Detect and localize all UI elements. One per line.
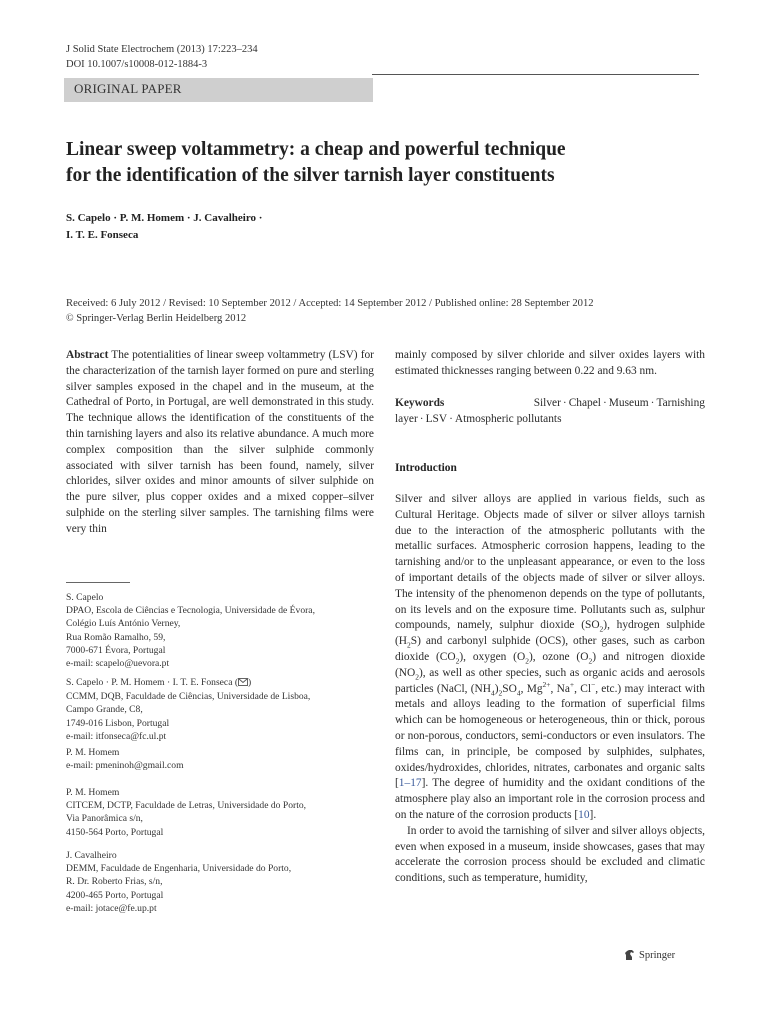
- separator: ·: [419, 412, 424, 425]
- keyword: LSV: [425, 412, 448, 425]
- journal-header: [66, 42, 258, 72]
- keyword: Silver: [533, 397, 561, 409]
- affiliation-line: J. Cavalheiro: [66, 850, 117, 861]
- paper-title: [66, 137, 706, 189]
- intro-paragraph-1: Silver and silver alloys are applied in various fields, such as Cultural Heritage. Objects made of silver or silver alloys tarnish due to the interaction of the atmospheric pollutants with the metallic surfaces. Atmospheric corrosion happens, leading to the tarnishing and/or to the unpleasant appearance, or even to the loss of important details of the objects made of silver or silver alloys. The intensity of the phenomenon depends on the type of pollutants, on its levels and on the exposure time. Pollutants such as, sulphur compounds, namely, sulphur dioxide $(SO_2)$, hydrogen sulphide $(H_2S)$ and carbonyl sulphide (OCS), other gases, such as carbon dioxide $(CO_2)$, oxygen $(O_2)$, ozone $(O_2)$ and nitrogen dioxide $(NO_2)$, as well as other species, such as organic acids and aerosols particles (NaCl, $(NH_4)_2SO_4$, $Mg^{2+}$, Na+, Cl−, etc.) may interact with metals and alloys leading to the formation of superficial films which can be homogeneous or heterogeneous, thin or thick, porous or non-porous, conductors, semi-conductors or even insulators. The films can, in principle, be composed by sulphides, sulphates, oxides/hydroxides, chlorides, nitrates, carbonates and organic salts [1–17]. The degree of humidity and the oxidant conditions of the atmosphere play also an important role in the corrosion process and on the nature of the corrosion products [10].: [395, 493, 705, 821]
- footnote-rule: [66, 582, 130, 583]
- keyword: Tarnishing layer: [395, 397, 705, 425]
- affiliation-line: 1749-016 Lisbon, Portugal: [66, 717, 170, 729]
- affiliation-1: [66, 591, 315, 670]
- copyright-line: [66, 311, 594, 326]
- affiliation-line: DEMM, Faculdade de Engenharia, Universidade do Porto,: [66, 863, 292, 875]
- section-label: ORIGINAL PAPER: [74, 81, 182, 96]
- publisher-footer: [624, 949, 675, 961]
- citation-link[interactable]: 10: [578, 808, 590, 821]
- article-history: [66, 296, 594, 326]
- affiliation-line: R. Dr. Roberto Frias, s/n,: [66, 876, 163, 888]
- citation-link[interactable]: 1–17: [398, 777, 422, 790]
- title-line-1: Linear sweep voltammetry: a cheap and powerful technique: [66, 139, 566, 160]
- header-rule: [372, 74, 699, 75]
- affiliation-line-suffix: ): [248, 677, 252, 688]
- separator: ·: [562, 397, 567, 409]
- copyright-text: Springer-Verlag Berlin Heidelberg 2012: [76, 313, 247, 324]
- email-link[interactable]: e-mail: itfonseca@fc.ul.pt: [66, 730, 167, 742]
- copyright-icon: ©: [66, 313, 74, 324]
- journal-reference: J Solid State Electrochem (2013) 17:223–234: [66, 44, 258, 55]
- affiliation-line: CCMM, DQB, Faculdade de Ciências, Universidade de Lisboa,: [66, 691, 311, 703]
- email-link[interactable]: e-mail: scapelo@uevora.pt: [66, 658, 170, 670]
- history-dates: Received: 6 July 2012 / Revised: 10 September 2012 / Accepted: 14 September 2012 / Published online: 28 September 2012: [66, 298, 594, 309]
- corresponding-authors-line: [66, 676, 310, 690]
- doi: DOI 10.1007/s10008-012-1884-3: [66, 59, 208, 70]
- envelope-icon: [238, 677, 248, 690]
- abstract-continuation: mainly composed by silver chloride and silver oxides layers with estimated thicknesses ranging between 0.22 and 9.63 nm.: [395, 349, 705, 377]
- affiliation-line: 4200-465 Porto, Portugal: [66, 889, 164, 901]
- springer-horse-icon: [624, 949, 635, 961]
- intro-paragraph-2: In order to avoid the tarnishing of silver and silver alloys objects, even when exposed in a museum, inside showcases, gases that may accelerate the corrosion process should be excluded and climatic conditions, such as temperature, humidity,: [395, 824, 705, 885]
- affiliation-line: P. M. Homem: [66, 787, 120, 798]
- separator: ·: [650, 397, 655, 409]
- keyword: Chapel: [568, 397, 601, 409]
- authors-line-2: I. T. E. Fonseca: [66, 229, 139, 241]
- affiliation-line: Colégio Luís António Verney,: [66, 618, 181, 630]
- email-link[interactable]: e-mail: jotace@fe.up.pt: [66, 902, 157, 914]
- separator: ·: [449, 412, 453, 425]
- abstract-body: The potentialities of linear sweep voltammetry (LSV) for the characterization of the tarnish layer formed on pure and sterling silver samples exposed in the chapel and in the museum, at the Cathedral of Porto, in Portugal, are well demonstrated in this study. The technique allows the identification of the constituents of the thin tarnishing layers and also its relative abundance. A much more complex composition than the silver sulphide commonly associated with silver tarnish has been found, namely, silver chlorides, silver oxides and minor amounts of silver sulphide on the pure silver, plus copper oxides and a mixed copper–silver sulphide on the sterling silver samples. The tarnishing films were very thin: [66, 349, 374, 535]
- publisher-name: Springer: [639, 949, 676, 961]
- affiliation-line: Campo Grande, C8,: [66, 704, 143, 716]
- introduction-heading: Introduction: [395, 462, 457, 474]
- abstract: [66, 348, 374, 538]
- affiliation-line: P. M. Homem: [66, 747, 120, 758]
- separator: ·: [602, 397, 607, 409]
- affiliation-3: [66, 746, 184, 772]
- affiliation-line: DPAO, Escola de Ciências e Tecnologia, Universidade de Évora,: [66, 605, 315, 617]
- keyword: Atmospheric pollutants: [454, 412, 562, 425]
- authors-line-1: S. Capelo · P. M. Homem · J. Cavalheiro ·: [66, 212, 263, 224]
- affiliation-line: CITCEM, DCTP, Faculdade de Letras, Universidade do Porto,: [66, 800, 307, 812]
- title-line-2: for the identification of the silver tarnish layer constituents: [66, 165, 555, 186]
- affiliation-line: Via Panorâmica s/n,: [66, 813, 143, 825]
- affiliation-line: S. Capelo: [66, 592, 104, 603]
- keywords: [395, 396, 705, 428]
- introduction-body: [395, 492, 705, 887]
- affiliation-5: [66, 849, 291, 915]
- keywords-heading: Keywords: [395, 397, 445, 409]
- affiliation-2: [66, 676, 310, 743]
- affiliation-line: Rua Romão Ramalho, 59,: [66, 631, 166, 643]
- affiliation-line: 4150-564 Porto, Portugal: [66, 826, 164, 838]
- keyword: Museum: [608, 397, 649, 409]
- affiliation-4: [66, 786, 306, 839]
- author-list: [66, 210, 262, 244]
- email-link[interactable]: e-mail: pmeninoh@gmail.com: [66, 760, 184, 772]
- abstract-heading: Abstract: [66, 349, 109, 361]
- affiliation-line: S. Capelo · P. M. Homem · I. T. E. Fonseca (: [66, 677, 239, 688]
- affiliation-line: 7000-671 Évora, Portugal: [66, 644, 166, 656]
